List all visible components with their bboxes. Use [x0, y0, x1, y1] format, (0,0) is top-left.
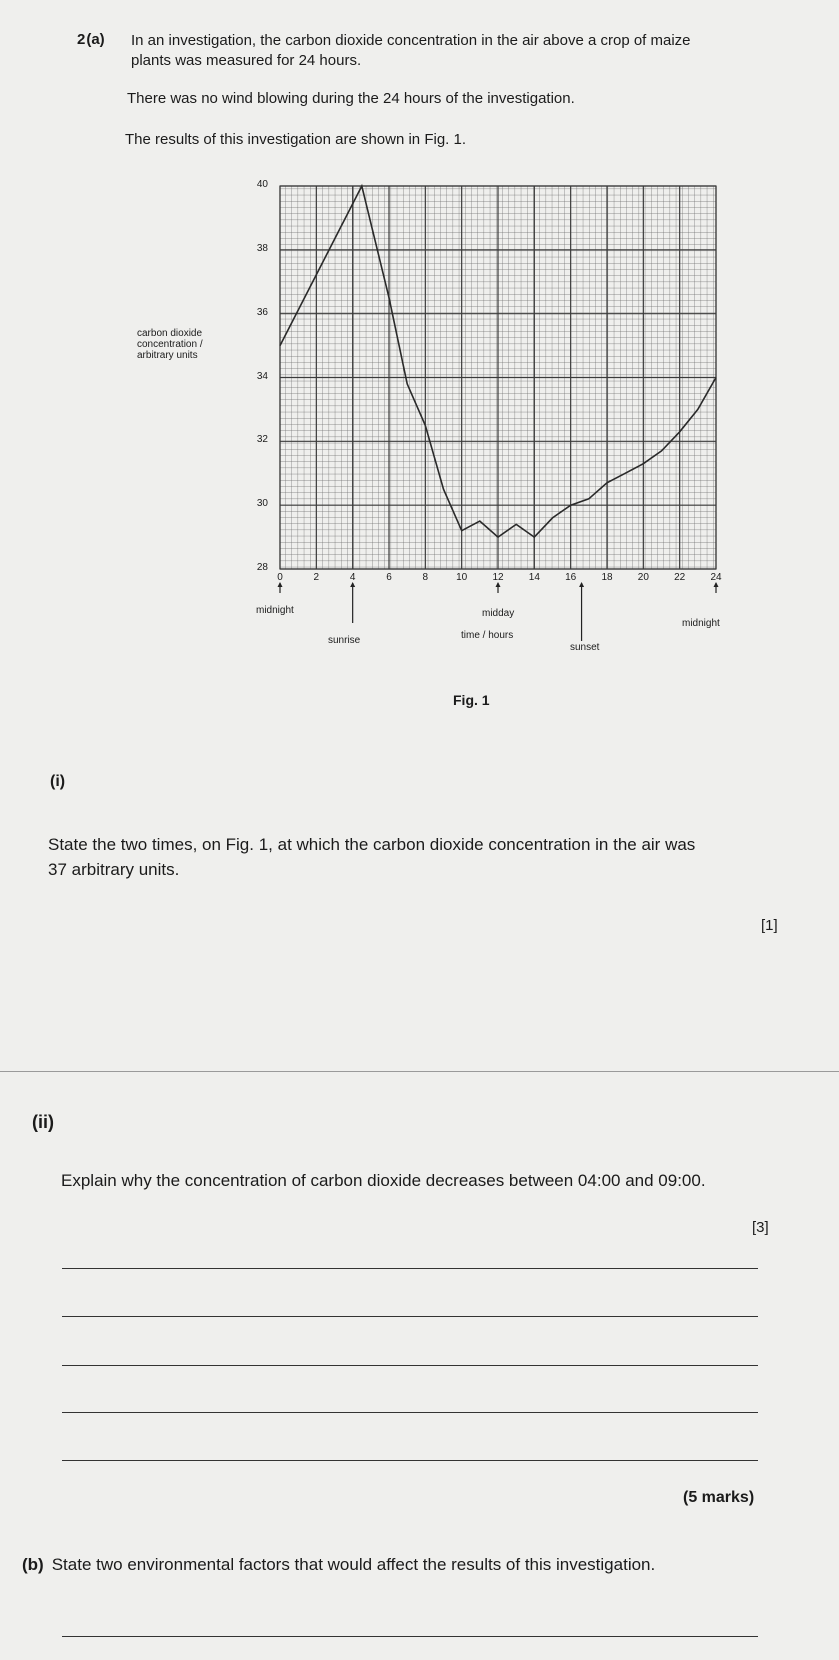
annotation-sunrise: sunrise [328, 635, 361, 646]
part-b-text: State two environmental factors that would affect the results of this investigation. [51, 1555, 656, 1574]
part-ii-label: (ii) [32, 1112, 54, 1132]
x-tick-label: 14 [528, 572, 540, 583]
x-axis-label: time / hours [461, 630, 514, 641]
question-number: 2(a) [77, 31, 105, 48]
part-b-question [22, 1553, 655, 1577]
part-i-question-line1: State the two times, on Fig. 1, at which the carbon dioxide concentration in the air was [48, 835, 696, 854]
figure-caption: Fig. 1 [453, 692, 490, 708]
no-wind-statement: There was no wind blowing during the 24 hours of the investigation. [127, 90, 575, 107]
answer-line-3[interactable] [62, 1365, 758, 1366]
y-tick-label: 34 [256, 370, 268, 382]
x-tick-label: 22 [674, 572, 686, 583]
x-tick-label: 8 [422, 572, 429, 583]
answer-line-4[interactable] [62, 1412, 758, 1413]
answer-line-5[interactable] [62, 1460, 758, 1461]
question-intro-line1: In an investigation, the carbon dioxide concentration in the air above a crop of maize [131, 32, 691, 49]
part-b-label: (b) [22, 1555, 44, 1574]
total-marks: (5 marks) [683, 1489, 755, 1506]
x-tick-label: 4 [349, 572, 356, 583]
annotation-midday: midday [482, 608, 515, 619]
annotation-midnight-start: midnight [256, 605, 294, 616]
y-tick-label: 32 [256, 434, 268, 446]
x-tick-label: 10 [456, 572, 468, 583]
part-ii-marks: [3] [752, 1219, 769, 1236]
y-axis-label: carbon dioxide concentration / arbitrary units [137, 328, 203, 361]
x-tick-label: 12 [492, 572, 504, 583]
co2-chart [0, 170, 839, 690]
part-b-answer-line[interactable] [62, 1636, 758, 1637]
annotation-sunset: sunset [570, 642, 600, 653]
part-i-label: (i) [50, 773, 66, 790]
y-tick-label: 28 [256, 562, 268, 573]
y-tick-label: 40 [256, 179, 268, 190]
part-i-question-line2: 37 arbitrary units. [48, 860, 180, 879]
y-tick-label: 36 [256, 306, 268, 318]
part-i-marks: [1] [761, 917, 778, 934]
answer-line-1[interactable] [62, 1268, 758, 1269]
x-tick-label: 24 [710, 572, 722, 583]
chart-area [0, 170, 839, 708]
results-statement: The results of this investigation are shown in Fig. 1. [125, 131, 467, 148]
x-tick-label: 16 [565, 572, 577, 583]
part-ii-question: Explain why the concentration of carbon dioxide decreases between 04:00 and 09:00. [61, 1171, 706, 1190]
y-tick-label: 30 [256, 498, 268, 510]
annotation-midnight-end: midnight [682, 618, 720, 629]
x-tick-label: 0 [277, 572, 283, 583]
x-tick-label: 2 [313, 572, 320, 583]
section-divider [0, 1071, 839, 1072]
x-tick-label: 20 [637, 572, 649, 583]
question-intro-line2: plants was measured for 24 hours. [131, 52, 362, 69]
y-tick-label: 38 [256, 242, 268, 254]
answer-line-2[interactable] [62, 1316, 758, 1317]
sunset-marker-arrowhead [579, 582, 584, 587]
x-tick-label: 18 [601, 572, 613, 583]
x-tick-label: 6 [386, 572, 392, 583]
